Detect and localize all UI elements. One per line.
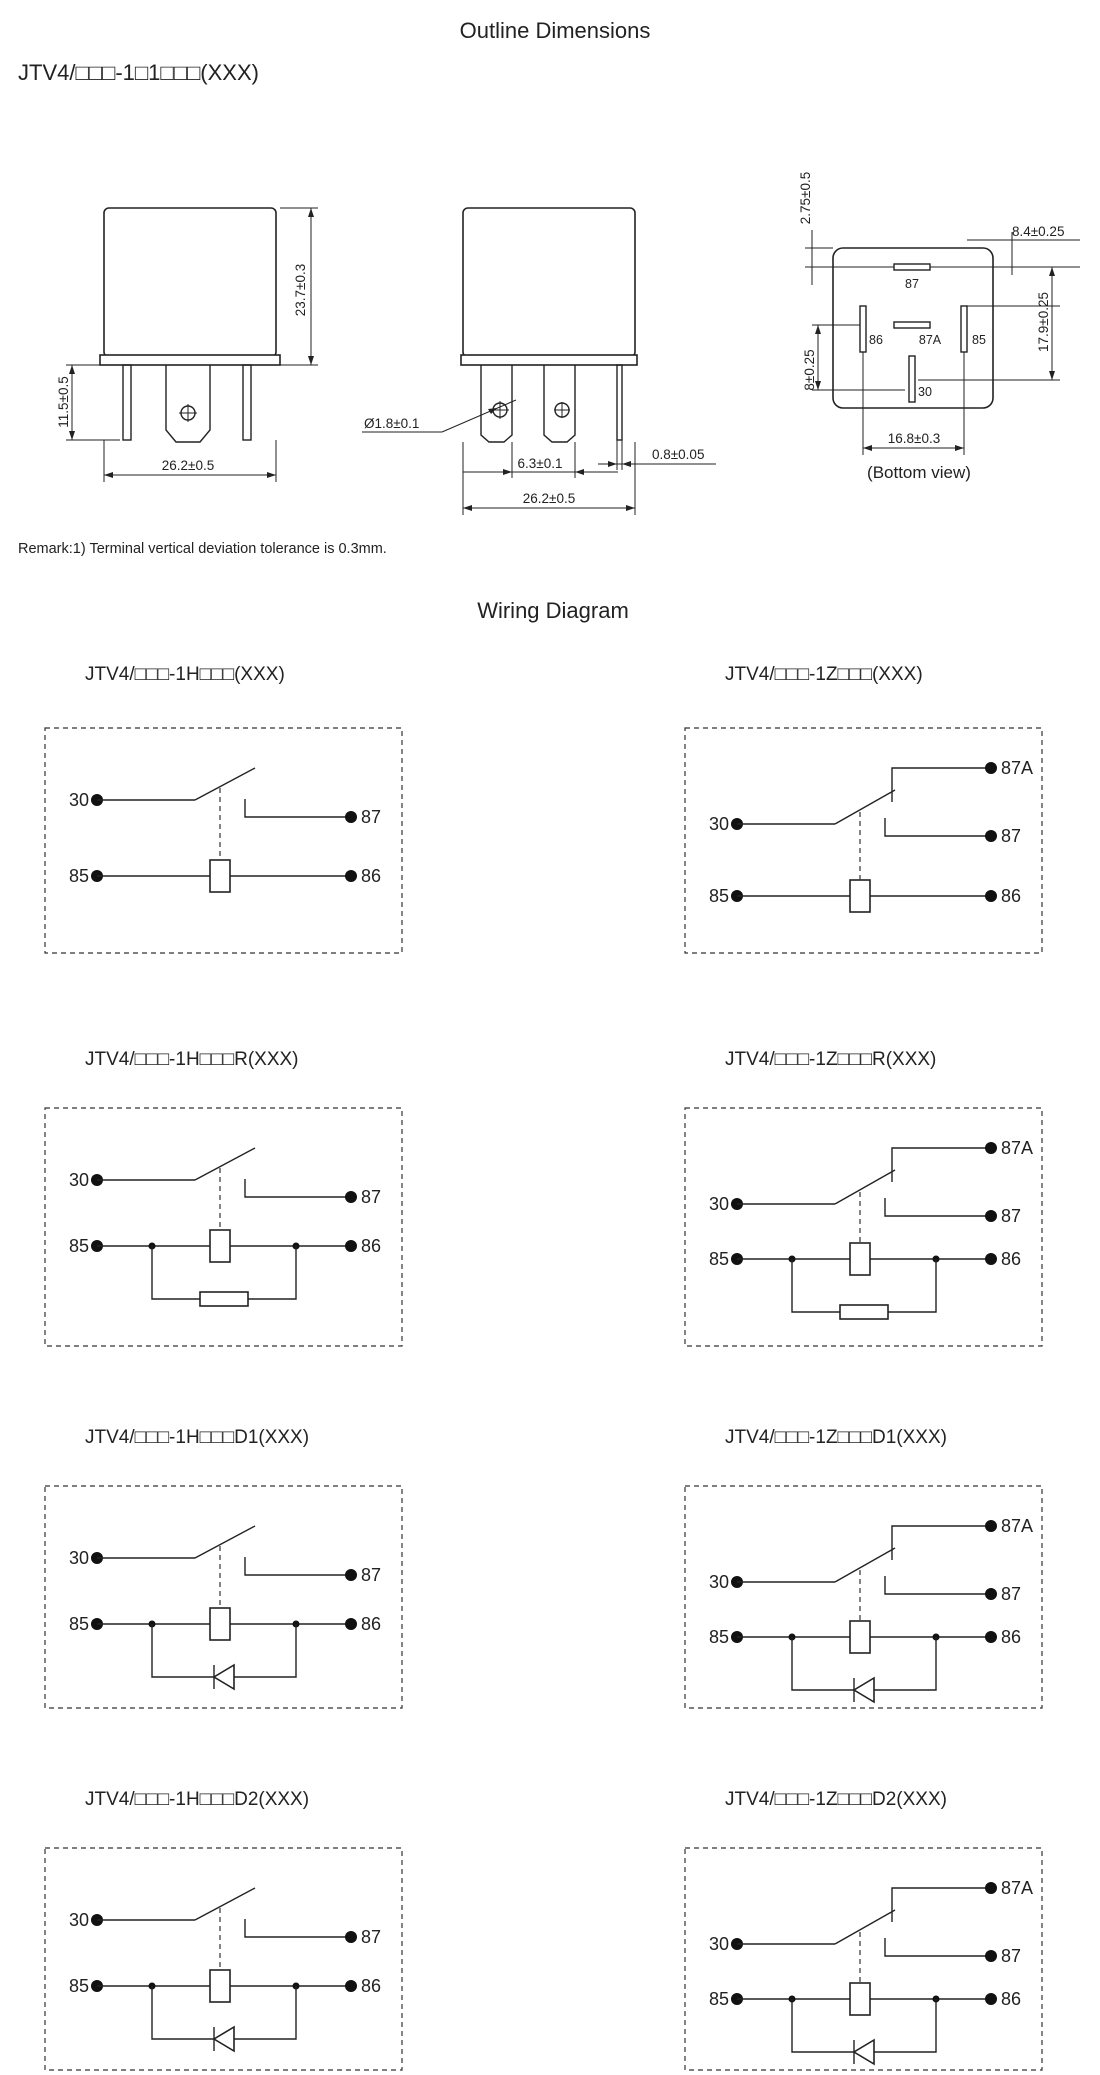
diagram-frame: [45, 1108, 402, 1346]
bottom-pin-30-label: 30: [918, 385, 932, 399]
remark: Remark:1) Terminal vertical deviation tolerance is 0.3mm.: [18, 541, 387, 557]
wiring-diagram-6: [685, 1427, 1042, 1708]
wiring-model-code: JTV4/□□□-1Z□□□R(XXX): [725, 1049, 937, 1070]
terminal-87-dot: [985, 1950, 997, 1962]
bottom-view: [798, 172, 1080, 482]
terminal-86-label: 86: [361, 1614, 382, 1634]
pin-thickness-dimension: 0.8±0.05: [652, 447, 705, 462]
terminal-87-label: 87: [1001, 1946, 1022, 1966]
switch-blade: [835, 1548, 895, 1582]
wiring-diagram-3: [45, 1049, 402, 1346]
bottom-pin-87-label: 87: [905, 277, 919, 291]
wiring-model-code: JTV4/□□□-1H□□□R(XXX): [85, 1049, 299, 1070]
terminal-87-label: 87: [361, 1187, 382, 1207]
terminal-30-label: 30: [68, 1910, 89, 1930]
terminal-30-label: 30: [708, 1194, 729, 1214]
diode-icon: [214, 1665, 234, 1689]
switch-blade: [835, 790, 895, 824]
terminal-87a-dot: [985, 762, 997, 774]
terminal-86-label: 86: [1001, 1249, 1022, 1269]
terminal-86-dot: [345, 1618, 357, 1630]
nc-contact-wire: [892, 1526, 991, 1560]
switch-blade: [195, 1148, 255, 1180]
terminal-30-label: 30: [708, 814, 729, 834]
wiring-model-code: JTV4/□□□-1Z□□□D1(XXX): [725, 1427, 947, 1448]
wiring-diagram-4: [685, 1049, 1042, 1346]
terminal-86-dot: [985, 890, 997, 902]
terminal-86-label: 86: [1001, 1627, 1022, 1647]
bottom-view-caption: (Bottom view): [867, 463, 971, 482]
wiring-model-code: JTV4/□□□-1Z□□□D2(XXX): [725, 1789, 947, 1810]
terminal-87a-label: 87A: [1001, 1516, 1034, 1536]
side-span-dimension: 17.9±0.25: [1036, 292, 1051, 352]
bottom-span-dimension: 16.8±0.3: [887, 431, 941, 446]
terminal-87a-label: 87A: [1001, 1878, 1034, 1898]
terminal-87-label: 87: [361, 1565, 382, 1585]
coil: [850, 1983, 870, 2015]
bottom-pin-87a-label: 87A: [918, 333, 942, 347]
no-contact-wire: [885, 818, 991, 836]
top-offset-dimension: 2.75±0.5: [798, 171, 813, 225]
no-contact-wire: [245, 1919, 351, 1937]
terminal-30-label: 30: [68, 1170, 89, 1190]
diode-icon: [854, 2040, 874, 2064]
coil: [850, 1243, 870, 1275]
terminal-87-label: 87: [1001, 1584, 1022, 1604]
coil: [210, 860, 230, 892]
wiring-diagrams: [45, 664, 1042, 2070]
terminal-86-label: 86: [361, 866, 382, 886]
terminal-87-label: 87: [1001, 1206, 1022, 1226]
no-contact-wire: [885, 1576, 991, 1594]
terminal-87-dot: [345, 1569, 357, 1581]
no-contact-wire: [885, 1198, 991, 1216]
wiring-diagram-1: [45, 664, 402, 953]
nc-contact-wire: [892, 1148, 991, 1182]
terminal-85-label: 85: [708, 886, 729, 906]
coil: [210, 1230, 230, 1262]
terminal-85-label: 85: [68, 1614, 89, 1634]
wiring-model-code: JTV4/□□□-1H□□□(XXX): [85, 664, 285, 685]
front-view: [56, 208, 318, 482]
terminal-30-label: 30: [68, 790, 89, 810]
switch-blade: [195, 1888, 255, 1920]
wiring-diagram-2: [685, 664, 1042, 953]
terminal-30-label: 30: [68, 1548, 89, 1568]
outline-title: Outline Dimensions: [459, 18, 651, 43]
terminal-86-dot: [985, 1253, 997, 1265]
pin-pitch-dimension: 6.3±0.1: [517, 456, 563, 471]
wiring-model-code: JTV4/□□□-1H□□□D2(XXX): [85, 1789, 310, 1810]
terminal-87-dot: [345, 811, 357, 823]
wiring-model-code: JTV4/□□□-1H□□□D1(XXX): [85, 1427, 310, 1448]
bottom-pin-85-label: 85: [972, 333, 986, 347]
switch-blade: [195, 768, 255, 800]
terminal-86-dot: [345, 1240, 357, 1252]
terminal-86-dot: [985, 1631, 997, 1643]
height-dimension: 23.7±0.3: [293, 263, 308, 317]
diode-icon: [854, 1678, 874, 1702]
switch-blade: [195, 1526, 255, 1558]
left-span-dimension: 8±0.25: [802, 349, 817, 391]
side-view: [362, 208, 716, 515]
no-contact-wire: [245, 1179, 351, 1197]
no-contact-wire: [245, 1557, 351, 1575]
terminal-87-dot: [985, 830, 997, 842]
terminal-86-label: 86: [1001, 1989, 1022, 2009]
terminal-87-label: 87: [1001, 826, 1022, 846]
diagram-frame: [45, 728, 402, 953]
terminal-87-dot: [345, 1191, 357, 1203]
coil: [210, 1608, 230, 1640]
resistor-icon: [840, 1305, 888, 1319]
terminal-85-label: 85: [708, 1989, 729, 2009]
terminal-86-label: 86: [361, 1976, 382, 1996]
terminal-85-label: 85: [708, 1627, 729, 1647]
coil: [850, 880, 870, 912]
terminal-87a-label: 87A: [1001, 1138, 1034, 1158]
wiring-model-code: JTV4/□□□-1Z□□□(XXX): [725, 664, 923, 685]
terminal-85-label: 85: [68, 1976, 89, 1996]
terminal-86-dot: [345, 1980, 357, 1992]
terminal-87-label: 87: [361, 1927, 382, 1947]
no-contact-wire: [885, 1938, 991, 1956]
terminal-87-dot: [985, 1210, 997, 1222]
switch-blade: [835, 1910, 895, 1944]
terminal-87a-dot: [985, 1882, 997, 1894]
bottom-pin-86-label: 86: [869, 333, 883, 347]
terminal-87a-dot: [985, 1520, 997, 1532]
terminal-85-label: 85: [708, 1249, 729, 1269]
wiring-diagram-5: [45, 1427, 402, 1708]
outline-model-code: JTV4/□□□-1□1□□□(XXX): [18, 60, 259, 85]
side-width-dimension: 26.2±0.5: [522, 491, 576, 506]
nc-contact-wire: [892, 768, 991, 802]
coil: [210, 1970, 230, 2002]
front-width-dimension: 26.2±0.5: [161, 458, 215, 473]
terminal-85-label: 85: [68, 866, 89, 886]
terminal-87-label: 87: [361, 807, 382, 827]
terminal-87a-label: 87A: [1001, 758, 1034, 778]
coil: [850, 1621, 870, 1653]
terminal-30-label: 30: [708, 1572, 729, 1592]
terminal-30-label: 30: [708, 1934, 729, 1954]
no-contact-wire: [245, 799, 351, 817]
terminal-86-dot: [985, 1993, 997, 2005]
wiring-diagram-8: [685, 1789, 1042, 2070]
terminal-87-dot: [985, 1588, 997, 1600]
terminal-85-label: 85: [68, 1236, 89, 1256]
terminal-86-label: 86: [361, 1236, 382, 1256]
nc-contact-wire: [892, 1888, 991, 1922]
wiring-title: Wiring Diagram: [477, 598, 629, 623]
switch-blade: [835, 1170, 895, 1204]
pin-length-dimension: 11.5±0.5: [56, 376, 71, 428]
terminal-86-label: 86: [1001, 886, 1022, 906]
wiring-diagram-7: [45, 1789, 402, 2070]
terminal-87-dot: [345, 1931, 357, 1943]
hole-dimension: Ø1.8±0.1: [364, 416, 420, 431]
resistor-icon: [200, 1292, 248, 1306]
terminal-87a-dot: [985, 1142, 997, 1154]
terminal-86-dot: [345, 870, 357, 882]
diode-icon: [214, 2027, 234, 2051]
right-offset-dimension: 8.4±0.25: [1012, 224, 1065, 239]
